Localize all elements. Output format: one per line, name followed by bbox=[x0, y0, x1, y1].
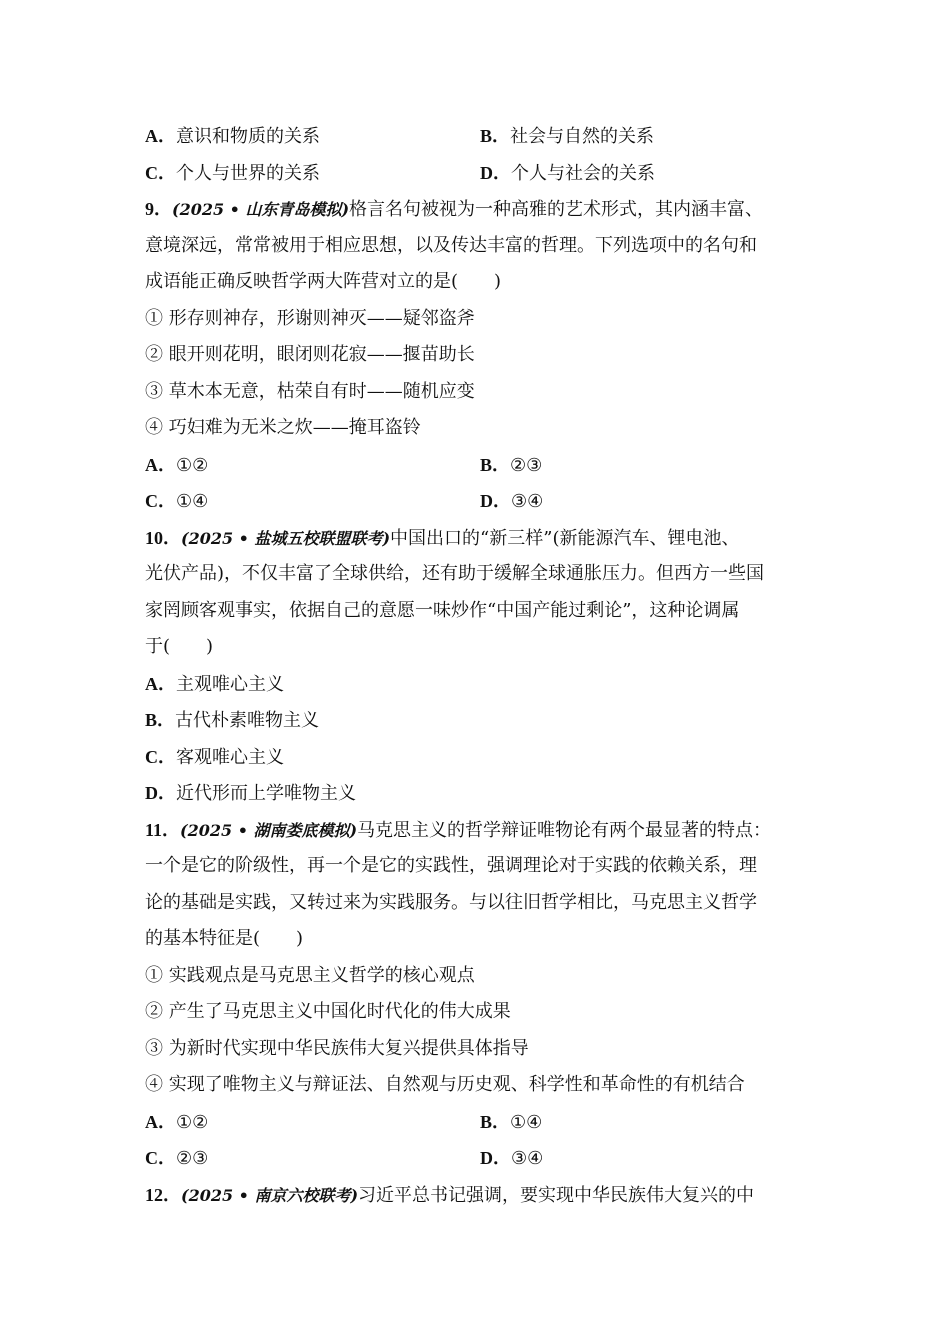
q11-stem-line-1: 11．(2025 • 湖南娄底模拟)马克思主义的哲学辩证唯物论有两个最显著的特点： bbox=[145, 819, 772, 841]
q11-item-3: ③ 为新时代实现中华民族伟大复兴提供具体指导 bbox=[145, 1037, 529, 1059]
q8-option-d: D．个人与社会的关系 bbox=[480, 162, 655, 184]
q9-options-row-1 bbox=[145, 447, 815, 484]
q11-item-4: ④ 实现了唯物主义与辩证法、自然观与历史观、科学性和革命性的有机结合 bbox=[145, 1074, 745, 1095]
q10-stem-line-2: 光伏产品)，不仅丰富了全球供给，还有助于缓解全球通胀压力。但西方一些国 bbox=[145, 563, 765, 584]
q11-option-b: B．①④ bbox=[480, 1111, 543, 1133]
q9-item-3: ③ 草木本无意，枯荣自有时——随机应变 bbox=[145, 380, 475, 402]
q8-options-row-2 bbox=[145, 155, 815, 192]
q11-item-2: ② 产生了马克思主义中国化时代化的伟大成果 bbox=[145, 1001, 511, 1022]
q11-stem-line-2: 一个是它的阶级性，再一个是它的实践性，强调理论对于实践的依赖关系，理 bbox=[145, 855, 757, 876]
q12-number: 12． bbox=[145, 1184, 181, 1205]
q9-option-a: A．①② bbox=[145, 454, 209, 476]
exam-page bbox=[145, 118, 815, 1213]
q11-option-c: C．②③ bbox=[145, 1148, 209, 1169]
q10-stem-line-1: 10．(2025 • 盐城五校联盟联考)中国出口的“新三样”(新能源汽车、锂电池、 bbox=[145, 527, 740, 549]
q10-option-a: A．主观唯心主义 bbox=[145, 673, 284, 695]
q12-stem-line-1: 12．(2025 • 南京六校联考)习近平总书记强调，要实现中华民族伟大复兴的中 bbox=[145, 1184, 755, 1206]
q9-item-2: ② 眼开则花明，眼闭则花寂——揠苗助长 bbox=[145, 344, 475, 365]
q10-stem-line-4: 于( ) bbox=[145, 636, 214, 657]
q10-option-b: B．古代朴素唯物主义 bbox=[145, 710, 320, 731]
q11-option-a: A．①② bbox=[145, 1111, 209, 1133]
q9-option-b: B．②③ bbox=[480, 454, 543, 476]
q11-number: 11． bbox=[145, 819, 181, 840]
q11-option-d: D．③④ bbox=[480, 1148, 544, 1169]
q10-option-c: C．客观唯心主义 bbox=[145, 746, 284, 768]
q11-source: (2025 • 湖南娄底模拟) bbox=[180, 820, 358, 840]
q11-item-1: ① 实践观点是马克思主义哲学的核心观点 bbox=[145, 964, 475, 986]
q12-source: (2025 • 南京六校联考) bbox=[181, 1185, 359, 1205]
q9-stem-line-2: 意境深远，常常被用于相应思想，以及传达丰富的哲理。下列选项中的名句和 bbox=[145, 234, 757, 256]
q9-stem-line-1: 9．(2025 • 山东青岛模拟)格言名句被视为一种高雅的艺术形式，其内涵丰富、 bbox=[145, 199, 764, 220]
q9-item-4: ④ 巧妇难为无米之炊——掩耳盗铃 bbox=[145, 417, 421, 438]
q8-option-b: B．社会与自然的关系 bbox=[480, 126, 655, 147]
q8-option-a: A．意识和物质的关系 bbox=[145, 126, 320, 147]
q11-stem-line-3: 论的基础是实践，又转过来为实践服务。与以往旧哲学相比，马克思主义哲学 bbox=[145, 891, 757, 913]
q10-source: (2025 • 盐城五校联盟联考) bbox=[181, 528, 391, 548]
q9-stem-line-3: 成语能正确反映哲学两大阵营对立的是( ) bbox=[145, 271, 502, 292]
q11-options-row-1 bbox=[145, 1104, 815, 1141]
q9-options-row-2 bbox=[145, 483, 815, 520]
q9-option-c: C．①④ bbox=[145, 491, 209, 512]
q10-stem-line-3: 家罔顾客观事实，依据自己的意愿一味炒作“中国产能过剩论”，这种论调属 bbox=[145, 599, 740, 621]
q10-number: 10． bbox=[145, 527, 181, 548]
q11-options-row-2 bbox=[145, 1140, 815, 1177]
q8-options-row-1 bbox=[145, 118, 815, 155]
q9-number: 9． bbox=[145, 199, 172, 219]
q8-option-c: C．个人与世界的关系 bbox=[145, 162, 320, 184]
q9-source: (2025 • 山东青岛模拟) bbox=[172, 200, 350, 219]
q10-option-d: D．近代形而上学唯物主义 bbox=[145, 783, 356, 804]
q9-item-1: ① 形存则神存，形谢则神灭——疑邻盗斧 bbox=[145, 307, 475, 329]
q11-stem-line-4: 的基本特征是( ) bbox=[145, 928, 304, 949]
q9-option-d: D．③④ bbox=[480, 491, 544, 512]
